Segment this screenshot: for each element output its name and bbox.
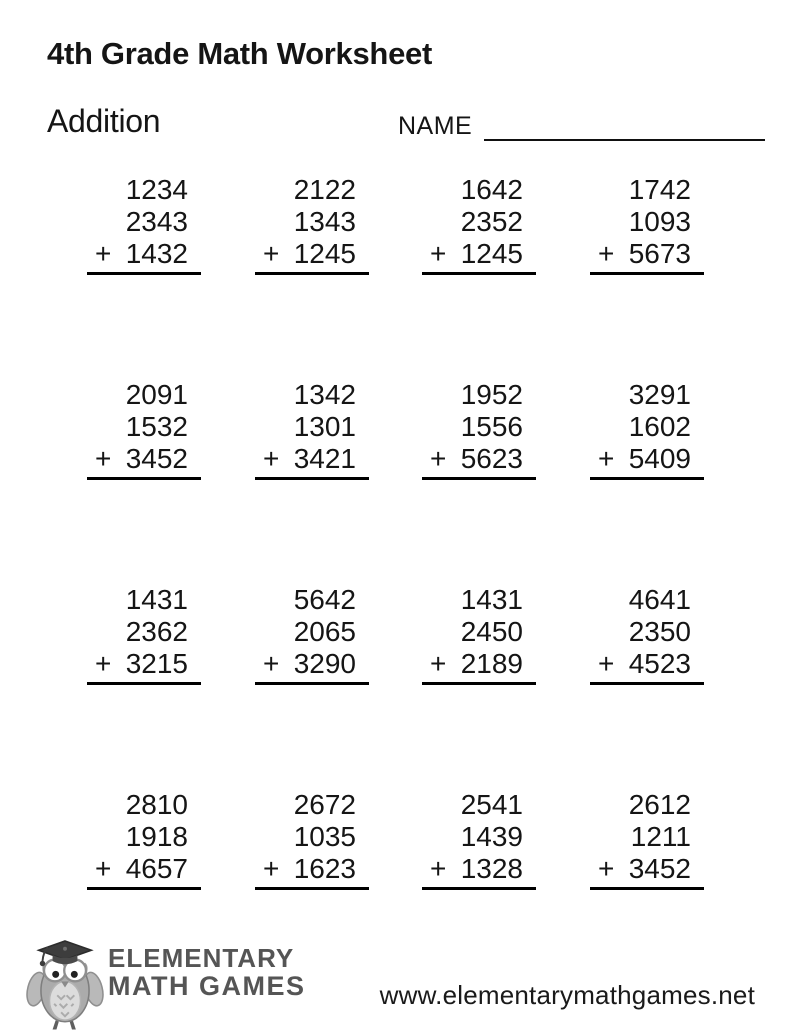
addend-1: 1431 (460, 584, 523, 615)
answer-line (87, 887, 201, 890)
plus-operator: + (263, 238, 280, 269)
addend-2: 1343 (293, 206, 356, 237)
plus-operator: + (430, 853, 447, 884)
addend-1: 1742 (628, 174, 691, 205)
plus-operator: + (95, 853, 112, 884)
plus-operator: + (95, 443, 112, 474)
answer-line (590, 477, 704, 480)
page-title: 4th Grade Math Worksheet (47, 36, 432, 71)
answer-line (590, 272, 704, 275)
addend-2: 1556 (460, 411, 523, 442)
addend-1: 2091 (125, 379, 188, 410)
addend-3: 1245 (293, 238, 356, 269)
addend-1: 2612 (628, 789, 691, 820)
answer-line (590, 682, 704, 685)
plus-operator: + (430, 648, 447, 679)
addend-3: 5409 (628, 443, 691, 474)
addition-problem (422, 379, 536, 584)
addend-3: 4657 (125, 853, 188, 884)
answer-line (422, 887, 536, 890)
plus-operator: + (598, 443, 615, 474)
addition-problem (590, 379, 704, 584)
plus-operator: + (430, 443, 447, 474)
answer-line (255, 682, 369, 685)
addend-3: 1328 (460, 853, 523, 884)
logo-line1: ELEMENTARY (108, 943, 295, 974)
addend-1: 1431 (125, 584, 188, 615)
addend-1: 2122 (293, 174, 356, 205)
addition-problem (590, 584, 704, 789)
owl-graduate-icon (26, 927, 104, 1031)
addition-problem (590, 174, 704, 379)
plus-operator: + (430, 238, 447, 269)
answer-line (87, 682, 201, 685)
addend-3: 3421 (293, 443, 356, 474)
addend-1: 1952 (460, 379, 523, 410)
answer-line (87, 477, 201, 480)
addition-problem (255, 379, 369, 584)
logo-line2: MATH GAMES (108, 971, 306, 1002)
addend-2: 1211 (630, 821, 691, 852)
addition-problem (87, 379, 201, 584)
addend-3: 3290 (293, 648, 356, 679)
addend-2: 2450 (460, 616, 523, 647)
answer-line (87, 272, 201, 275)
plus-operator: + (598, 648, 615, 679)
addend-2: 1918 (125, 821, 188, 852)
addend-2: 1532 (125, 411, 188, 442)
addend-1: 1342 (293, 379, 356, 410)
answer-line (422, 682, 536, 685)
addend-3: 5623 (460, 443, 523, 474)
addend-1: 3291 (628, 379, 691, 410)
website-url: www.elementarymathgames.net (379, 980, 755, 1010)
addend-3: 1432 (125, 238, 188, 269)
addend-2: 2065 (293, 616, 356, 647)
addition-problem (422, 789, 536, 994)
addend-3: 5673 (628, 238, 691, 269)
answer-line (422, 477, 536, 480)
addition-problem (422, 584, 536, 789)
addend-2: 2362 (125, 616, 188, 647)
plus-operator: + (95, 238, 112, 269)
addend-2: 1602 (628, 411, 691, 442)
problems-grid (60, 174, 731, 994)
addend-2: 1301 (293, 411, 356, 442)
addend-2: 1439 (460, 821, 523, 852)
addition-problem (590, 789, 704, 994)
addend-2: 2350 (628, 616, 691, 647)
name-blank-line (484, 115, 765, 141)
addend-1: 4641 (628, 584, 691, 615)
addition-problem (87, 174, 201, 379)
addend-1: 1234 (125, 174, 188, 205)
answer-line (255, 887, 369, 890)
addend-3: 4523 (628, 648, 691, 679)
addend-3: 3452 (125, 443, 188, 474)
addend-1: 2541 (460, 789, 523, 820)
addend-2: 2352 (460, 206, 523, 237)
addition-problem (255, 584, 369, 789)
addend-1: 5642 (293, 584, 356, 615)
name-label: NAME (398, 112, 473, 140)
addition-problem (422, 174, 536, 379)
addend-1: 1642 (460, 174, 523, 205)
answer-line (255, 272, 369, 275)
addend-3: 3452 (628, 853, 691, 884)
addend-1: 2810 (125, 789, 188, 820)
addend-2: 2343 (125, 206, 188, 237)
addend-3: 1245 (460, 238, 523, 269)
addend-3: 3215 (125, 648, 188, 679)
plus-operator: + (598, 238, 615, 269)
answer-line (255, 477, 369, 480)
logo-text (108, 945, 306, 1001)
addend-3: 1623 (293, 853, 356, 884)
plus-operator: + (95, 648, 112, 679)
addition-problem (87, 584, 201, 789)
answer-line (422, 272, 536, 275)
section-label-addition: Addition (47, 103, 161, 139)
addition-problem (255, 174, 369, 379)
addend-2: 1035 (293, 821, 356, 852)
addend-2: 1093 (628, 206, 691, 237)
logo (26, 927, 306, 1031)
plus-operator: + (263, 853, 280, 884)
plus-operator: + (598, 853, 615, 884)
addend-3: 2189 (460, 648, 523, 679)
plus-operator: + (263, 443, 280, 474)
plus-operator: + (263, 648, 280, 679)
name-row (398, 112, 765, 141)
addend-1: 2672 (293, 789, 356, 820)
answer-line (590, 887, 704, 890)
